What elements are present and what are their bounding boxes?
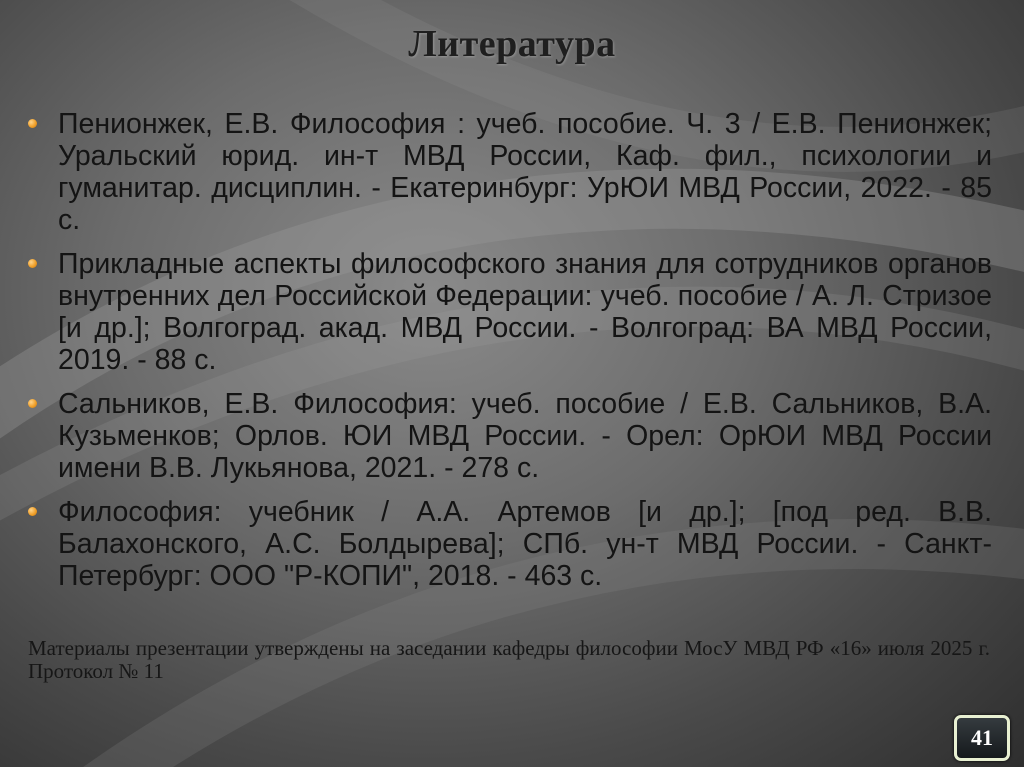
slide-title: Литература bbox=[408, 23, 616, 65]
reference-item bbox=[26, 108, 992, 236]
orange-dot-icon bbox=[28, 399, 37, 408]
approval-footnote: Материалы презентации утверждены на заседании кафедры философии МосУ МВД РФ «16» июля 2025 г. Протокол № 11 bbox=[28, 636, 990, 683]
reference-item bbox=[26, 248, 992, 376]
reference-text: Сальников, Е.В. Философия: учеб. пособие / Е.В. Сальников, В.А. Кузьменков; Орлов. ЮИ МВД России. - Орел: ОрЮИ МВД России имени В.В. Лукьянова, 2021. - 278 с. bbox=[58, 388, 992, 484]
page-number-badge bbox=[954, 715, 1010, 761]
reference-text: Философия: учебник / А.А. Артемов [и др.]; [под ред. В.В. Балахонского, А.С. Болдырева]; СПб. ун-т МВД России. - Санкт-Петербург: ООО "Р-КОПИ", 2018. - 463 с. bbox=[58, 496, 992, 592]
reference-text: Пенионжек, Е.В. Философия : учеб. пособие. Ч. 3 / Е.В. Пенионжек; Уральский юрид. ин-т МВД России, Каф. фил., психологии и гуманитар. дисциплин. - Екатеринбург: УрЮИ МВД России, 2022. - 85 с. bbox=[58, 108, 992, 236]
orange-dot-icon bbox=[28, 119, 37, 128]
reference-item bbox=[26, 388, 992, 484]
orange-dot-icon bbox=[28, 259, 37, 268]
reference-text: Прикладные аспекты философского знания для сотрудников органов внутренних дел Российской Федерации: учеб. пособие / А. Л. Стризое [и др.]; Волгоград. акад. МВД России. - Волгоград: ВА МВД России, 2019. - 88 с. bbox=[58, 248, 992, 376]
reference-item bbox=[26, 496, 992, 592]
page-number: 41 bbox=[971, 725, 993, 750]
reference-list bbox=[26, 108, 992, 604]
orange-dot-icon bbox=[28, 507, 37, 516]
